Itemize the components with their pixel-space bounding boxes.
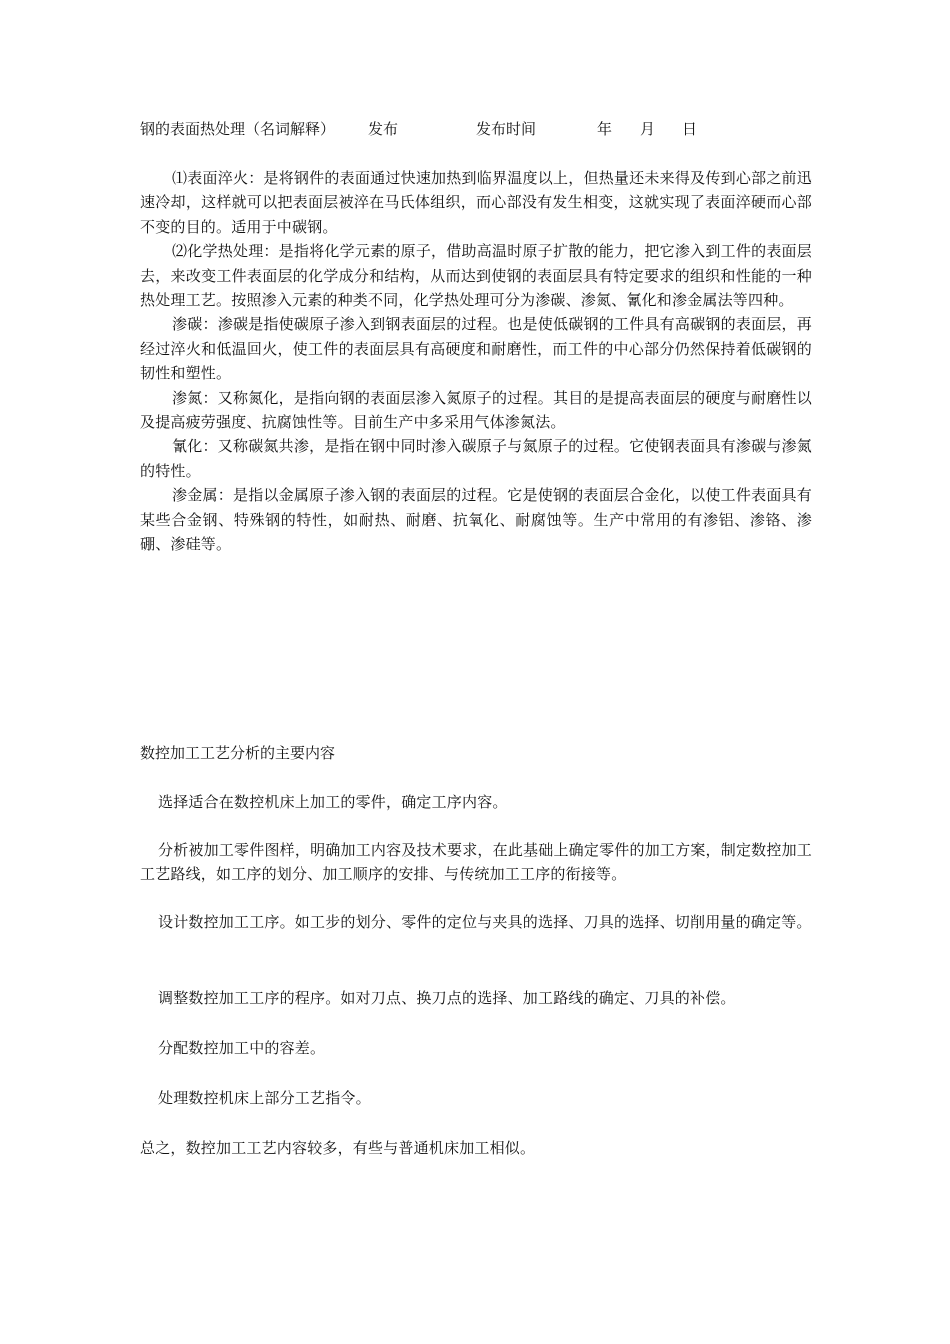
nitriding-paragraph: 渗氮：又称氮化，是指向钢的表面层渗入氮原子的过程。其目的是提高表面层的硬度与耐磨性以及提高疲劳强度、抗腐蚀性等。目前生产中多采用气体渗氮法。 bbox=[140, 388, 812, 432]
header-month-label: 月 bbox=[640, 120, 656, 138]
cyaniding-paragraph: 氰化：又称碳氮共渗，是指在钢中同时渗入碳原子与氮原子的过程。它使钢表面具有渗碳与渗氮的特性。 bbox=[140, 437, 812, 480]
cnc-item-3: 设计数控加工工序。如工步的划分、零件的定位与夹具的选择、刀具的选择、切削用量的确定等。 bbox=[158, 913, 812, 931]
cnc-item-1: 选择适合在数控机床上加工的零件，确定工序内容。 bbox=[158, 793, 508, 811]
cnc-item-5: 分配数控加工中的容差。 bbox=[158, 1039, 326, 1057]
cnc-item-6: 处理数控机床上部分工艺指令。 bbox=[158, 1089, 371, 1107]
cnc-section-title: 数控加工工艺分析的主要内容 bbox=[140, 744, 336, 762]
carburizing-paragraph: 渗碳：渗碳是指使碳原子渗入到钢表面层的过程。也是使低碳钢的工件具有高碳钢的表面层，再经过淬火和低温回火，使工件的表面层具有高硬度和耐磨性，而工件的中心部分仍然保持着低碳钢的韧性和塑性。 bbox=[140, 315, 812, 383]
surface-quenching-paragraph: ⑴表面淬火：是将钢件的表面通过快速加热到临界温度以上，但热量还未来得及传到心部之前迅速冷却，这样就可以把表面层被淬在马氏体组织，而心部没有发生相变，这就实现了表面淬硬而心部不变的目的。适用于中碳钢。 bbox=[140, 169, 812, 236]
header-publish-label: 发布 bbox=[368, 120, 399, 138]
header-year-label: 年 bbox=[597, 120, 613, 138]
heat-treatment-section bbox=[140, 166, 812, 557]
chemical-heat-treatment-paragraph: ⑵化学热处理：是指将化学元素的原子，借助高温时原子扩散的能力，把它渗入到工件的表面层去，来改变工件表面层的化学成分和结构，从而达到使钢的表面层具有特定要求的组织和性能的一种热处理工艺。按照渗入元素的种类不同，化学热处理可分为渗碳、渗氮、氰化和渗金属法等四种。 bbox=[140, 242, 812, 310]
header-day-label: 日 bbox=[682, 120, 698, 138]
metallizing-paragraph: 渗金属：是指以金属原子渗入钢的表面层的过程。它是使钢的表面层合金化，以使工件表面具有某些合金钢、特殊钢的特性，如耐热、耐磨、抗氧化、耐腐蚀等。生产中常用的有渗铝、渗铬、渗硼、渗硅等。 bbox=[140, 486, 812, 554]
cnc-item-4: 调整数控加工工序的程序。如对刀点、换刀点的选择、加工路线的确定、刀具的补偿。 bbox=[158, 989, 736, 1007]
document-header bbox=[140, 118, 812, 140]
cnc-summary: 总之，数控加工工艺内容较多，有些与普通机床加工相似。 bbox=[140, 1139, 536, 1157]
header-publish-time-label: 发布时间 bbox=[476, 120, 537, 138]
cnc-item-2: 分析被加工零件图样，明确加工内容及技术要求，在此基础上确定零件的加工方案，制定数控加工工艺路线，如工序的划分、加工顺序的安排、与传统加工工序的衔接等。 bbox=[140, 841, 812, 884]
header-title: 钢的表面热处理（名词解释） bbox=[140, 120, 336, 138]
